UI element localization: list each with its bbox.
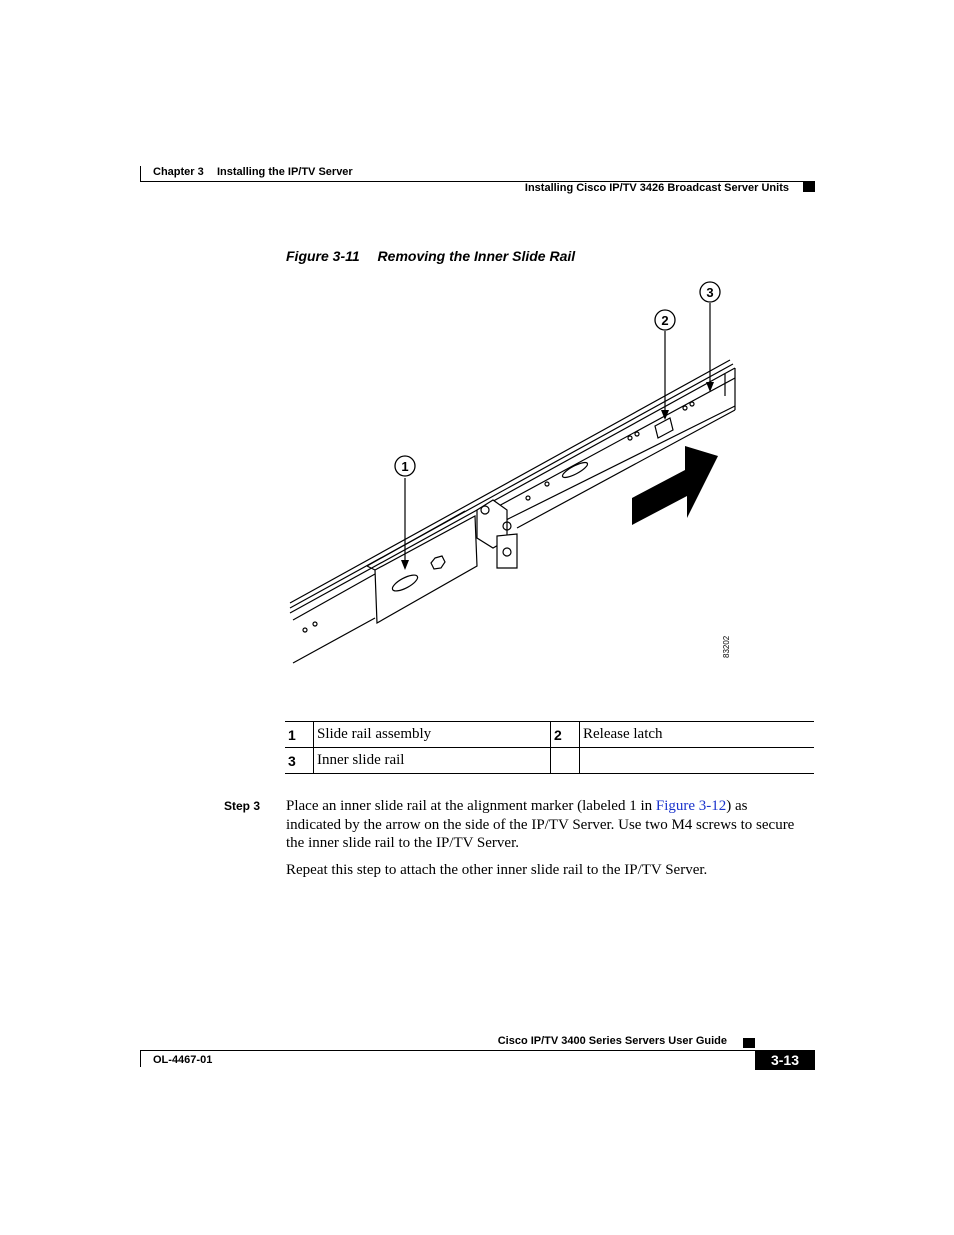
figure-caption	[286, 248, 575, 264]
footer-left-tick	[140, 1050, 141, 1067]
step-text-before: Place an inner slide rail at the alignment marker (labeled 1 in	[286, 798, 656, 814]
art-id: 83202	[722, 635, 731, 658]
slide-rail-illustration	[285, 278, 755, 678]
step-paragraph	[286, 797, 806, 853]
table-row	[285, 722, 814, 748]
repeat-paragraph: Repeat this step to attach the other inner slide rail to the IP/TV Server.	[286, 862, 708, 878]
callout-description: Inner slide rail	[314, 748, 551, 774]
figure-number: Figure 3-11	[286, 248, 360, 264]
callout-number: 2	[551, 722, 580, 748]
callout-description	[580, 748, 815, 774]
callout-number: 1	[285, 722, 314, 748]
callout-description: Slide rail assembly	[314, 722, 551, 748]
callout-1-label: 1	[401, 459, 409, 474]
figure-title: Removing the Inner Slide Rail	[377, 248, 576, 264]
header-chapter-title: Installing the IP/TV Server	[217, 166, 353, 178]
page-number: 3-13	[755, 1050, 815, 1070]
callout-2-label: 2	[661, 313, 669, 328]
callout-number	[551, 748, 580, 774]
step-label: Step 3	[224, 799, 261, 813]
step-text-after: ) as indicated by the arrow on the side of the IP/TV Server. Use two M4 screws to secure the inner slide rail to the IP/TV Server.	[286, 798, 795, 851]
header-left-tick	[140, 166, 141, 182]
footer-rule	[140, 1050, 755, 1051]
header-block-marker	[803, 182, 815, 192]
header-chapter: Chapter 3	[153, 166, 204, 178]
table-row	[285, 748, 814, 774]
callout-table	[285, 721, 814, 774]
footer-doc-id: OL-4467-01	[153, 1054, 213, 1066]
figure-link[interactable]: Figure 3-12	[655, 798, 727, 814]
footer-block-marker	[743, 1038, 755, 1048]
callout-number: 3	[285, 748, 314, 774]
header-section-title: Installing Cisco IP/TV 3426 Broadcast Server Units	[524, 182, 789, 194]
footer-guide-title: Cisco IP/TV 3400 Series Servers User Guide	[497, 1035, 727, 1047]
callout-3-label: 3	[706, 285, 714, 300]
callout-description: Release latch	[580, 722, 815, 748]
